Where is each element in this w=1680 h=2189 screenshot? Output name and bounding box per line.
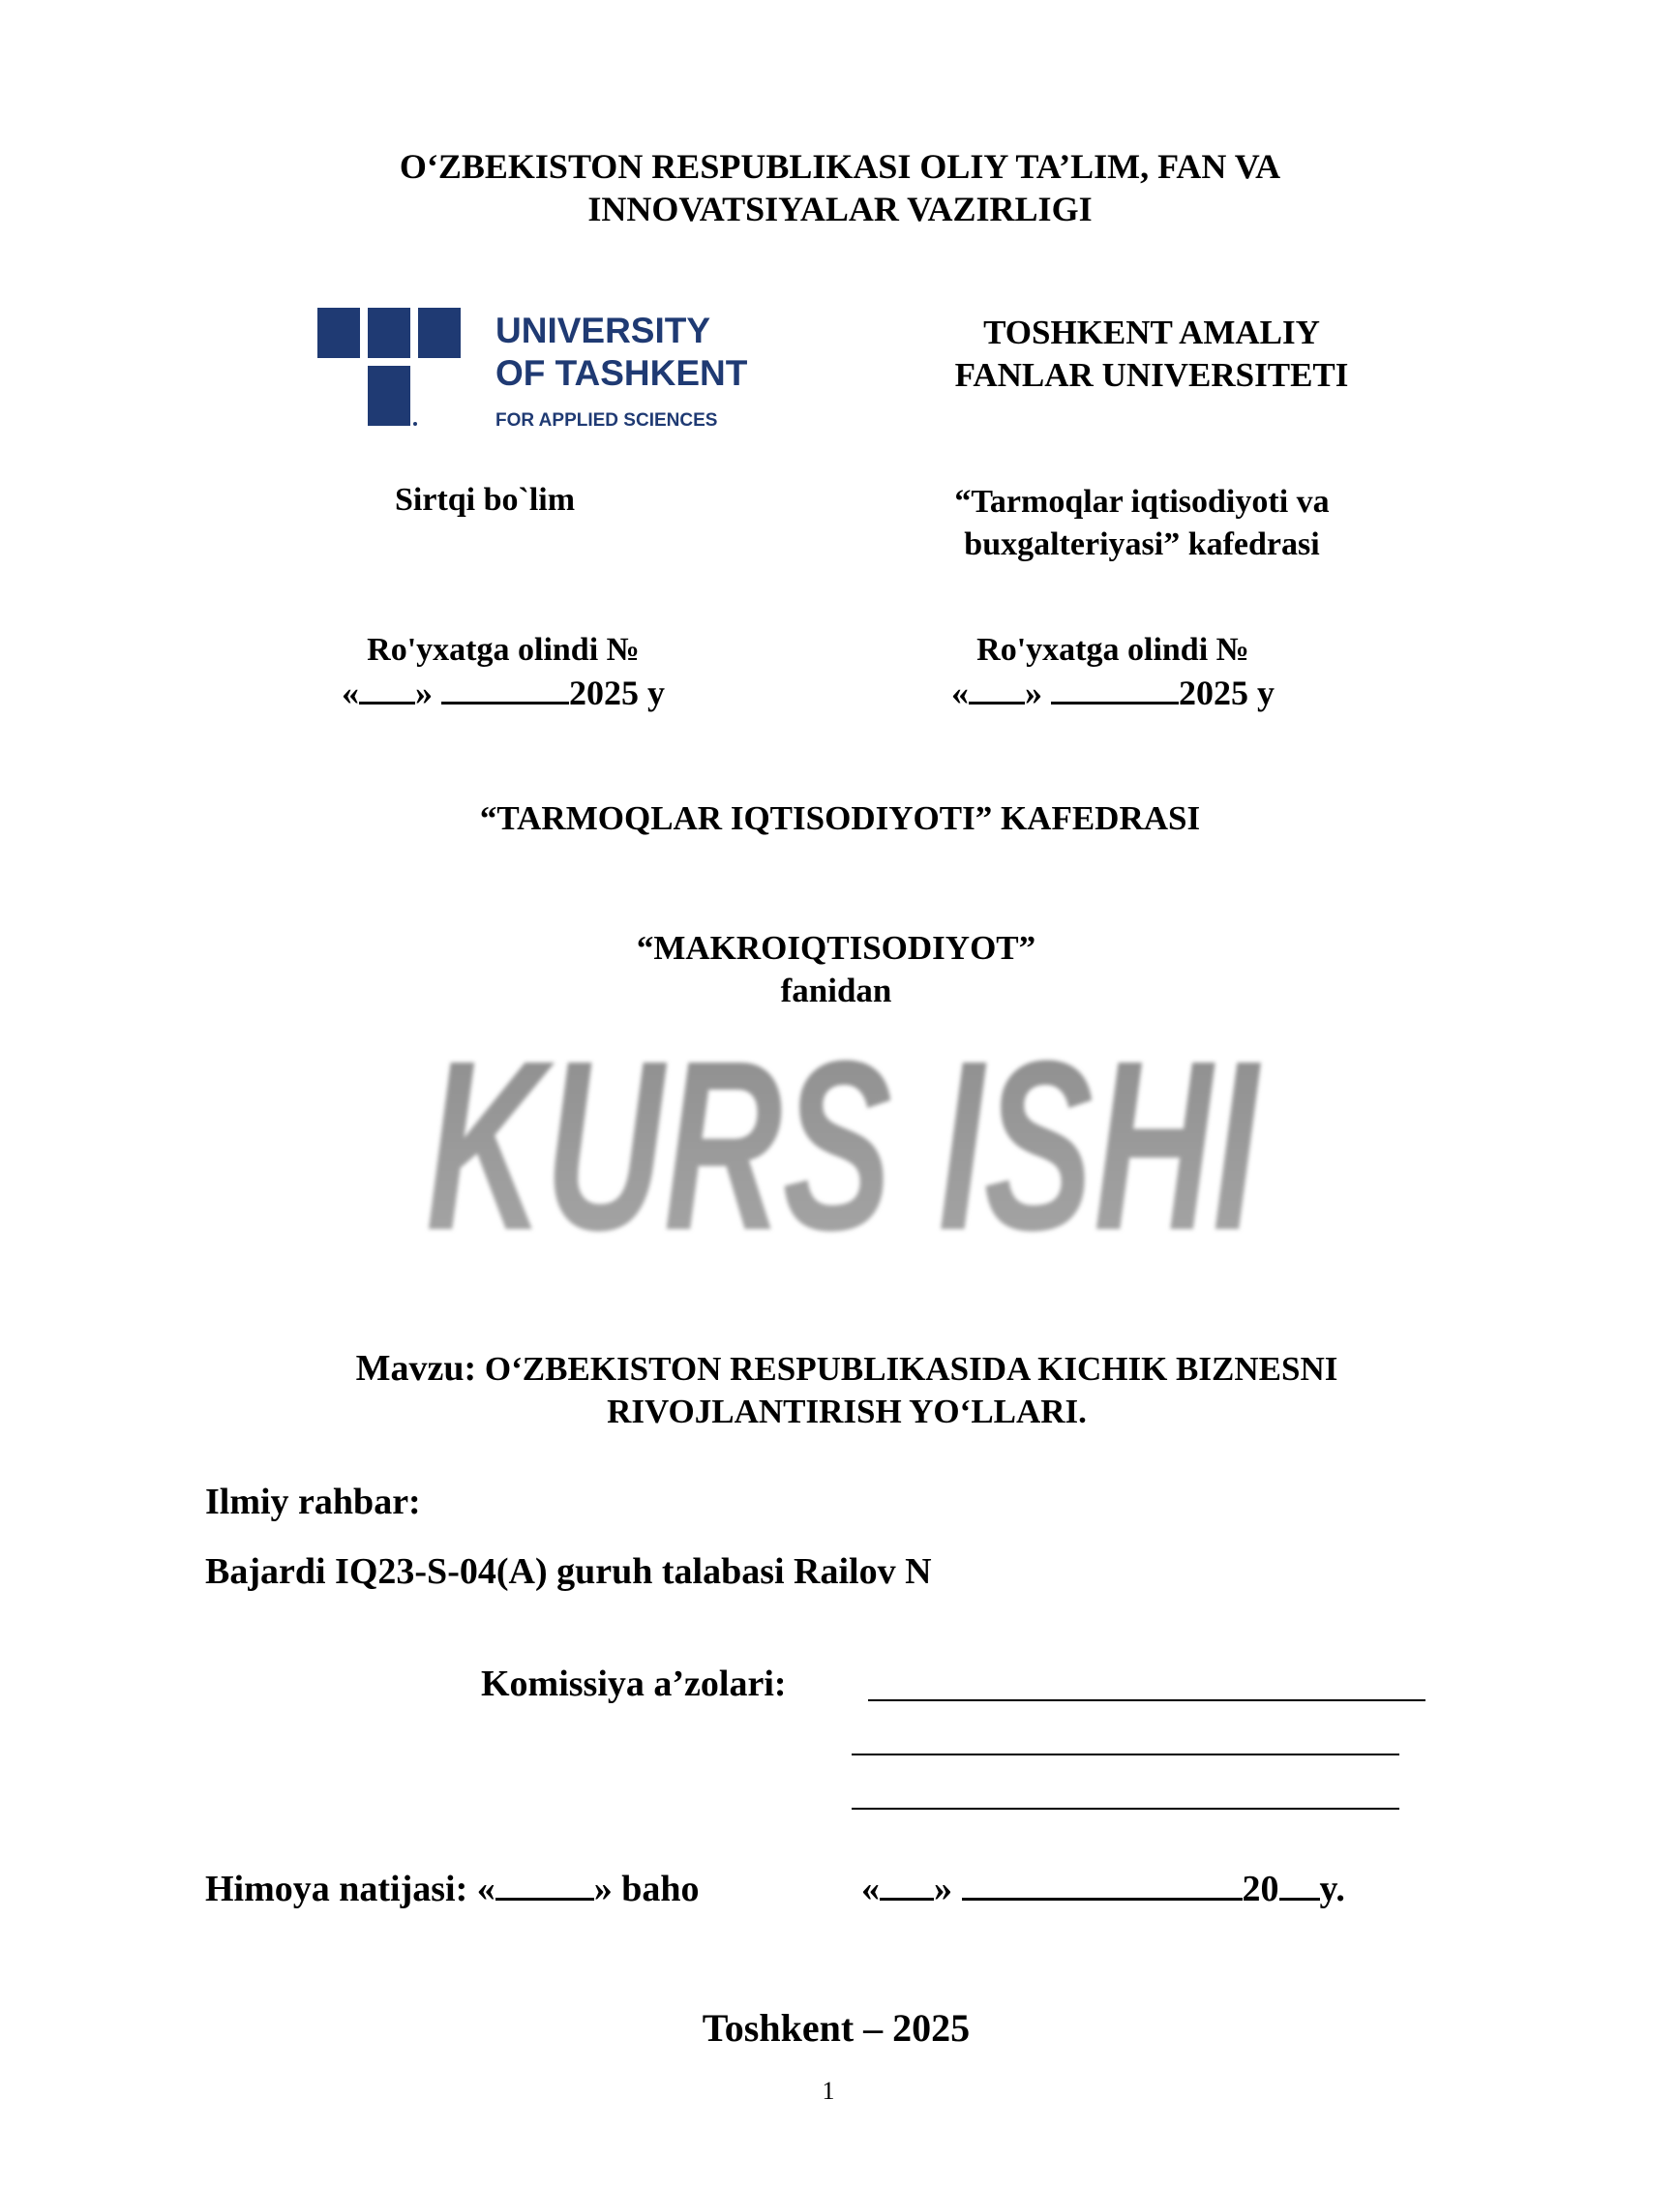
kurs-ishi-title — [406, 1010, 1277, 1280]
page-number: 1 — [822, 2077, 835, 2105]
topic-block — [290, 1347, 1403, 1433]
registration-right-date: « » 2025 y — [951, 674, 1275, 712]
subject-line-1: “MAKROIQTISODIYOT” — [636, 929, 1036, 967]
university-name-line-2: FANLAR UNIVERSITETI — [954, 356, 1349, 394]
ministry-line-2: INNOVATSIYALAR VAZIRLIGI — [587, 190, 1093, 228]
department-right — [871, 481, 1413, 566]
performer-line: Bajardi IQ23-S-04(A) guruh talabasi Railov N — [205, 1551, 932, 1592]
topic-label: Mavzu: — [355, 1348, 477, 1389]
defense-result: Himoya natijasi: « » baho — [205, 1869, 700, 1909]
registration-left-label: Ro'yxatga olindi № — [367, 632, 640, 668]
city-year: Toshkent – 2025 — [702, 2006, 971, 2050]
registration-left — [310, 629, 697, 714]
defense-date: « » 20 y. — [861, 1869, 1345, 1909]
registration-left-date: « » 2025 y — [342, 674, 665, 712]
subject-line-2: fanidan — [780, 972, 892, 1009]
commission-label: Komissiya a’zolari: — [481, 1664, 787, 1704]
commission-signature-line-3 — [852, 1808, 1399, 1810]
department-right-line-2: buxgalteriyasi” kafedrasi — [964, 526, 1320, 562]
logo-text-tashkent: OF TASHKENT — [495, 353, 748, 393]
university-logo — [317, 302, 748, 437]
ministry-line-1: O‘ZBEKISTON RESPUBLIKASI OLIY TA’LIM, FAN VA — [399, 147, 1281, 186]
ministry-title — [0, 145, 1680, 230]
university-name — [910, 312, 1394, 397]
commission-signature-line-2 — [852, 1754, 1399, 1755]
topic-line-2: RIVOJLANTIRISH YO‘LLARI. — [607, 1393, 1087, 1430]
subject-title — [0, 927, 1672, 1012]
department-left: Sirtqi bo`lim — [395, 482, 576, 518]
university-name-line-1: TOSHKENT AMALIY — [983, 314, 1320, 351]
university-logo-mark — [317, 302, 748, 437]
kafedra-heading: “TARMOQLAR IQTISODIYOTI” KAFEDRASI — [479, 799, 1201, 837]
commission-signature-line-1 — [868, 1699, 1425, 1701]
logo-text-applied: FOR APPLIED SCIENCES — [495, 410, 718, 431]
registration-right-label: Ro'yxatga olindi № — [976, 632, 1249, 668]
logo-text-university: UNIVERSITY — [495, 311, 711, 350]
registration-right — [919, 629, 1306, 714]
topic-line-1: Mavzu: O‘ZBEKISTON RESPUBLIKASIDA KICHIK BIZNESNI — [355, 1348, 1338, 1389]
supervisor-label: Ilmiy rahbar: — [205, 1482, 421, 1522]
kurs-ishi-text: KURS ISHI — [426, 1010, 1262, 1280]
department-right-line-1: “Tarmoqlar iqtisodiyoti va — [954, 484, 1330, 520]
